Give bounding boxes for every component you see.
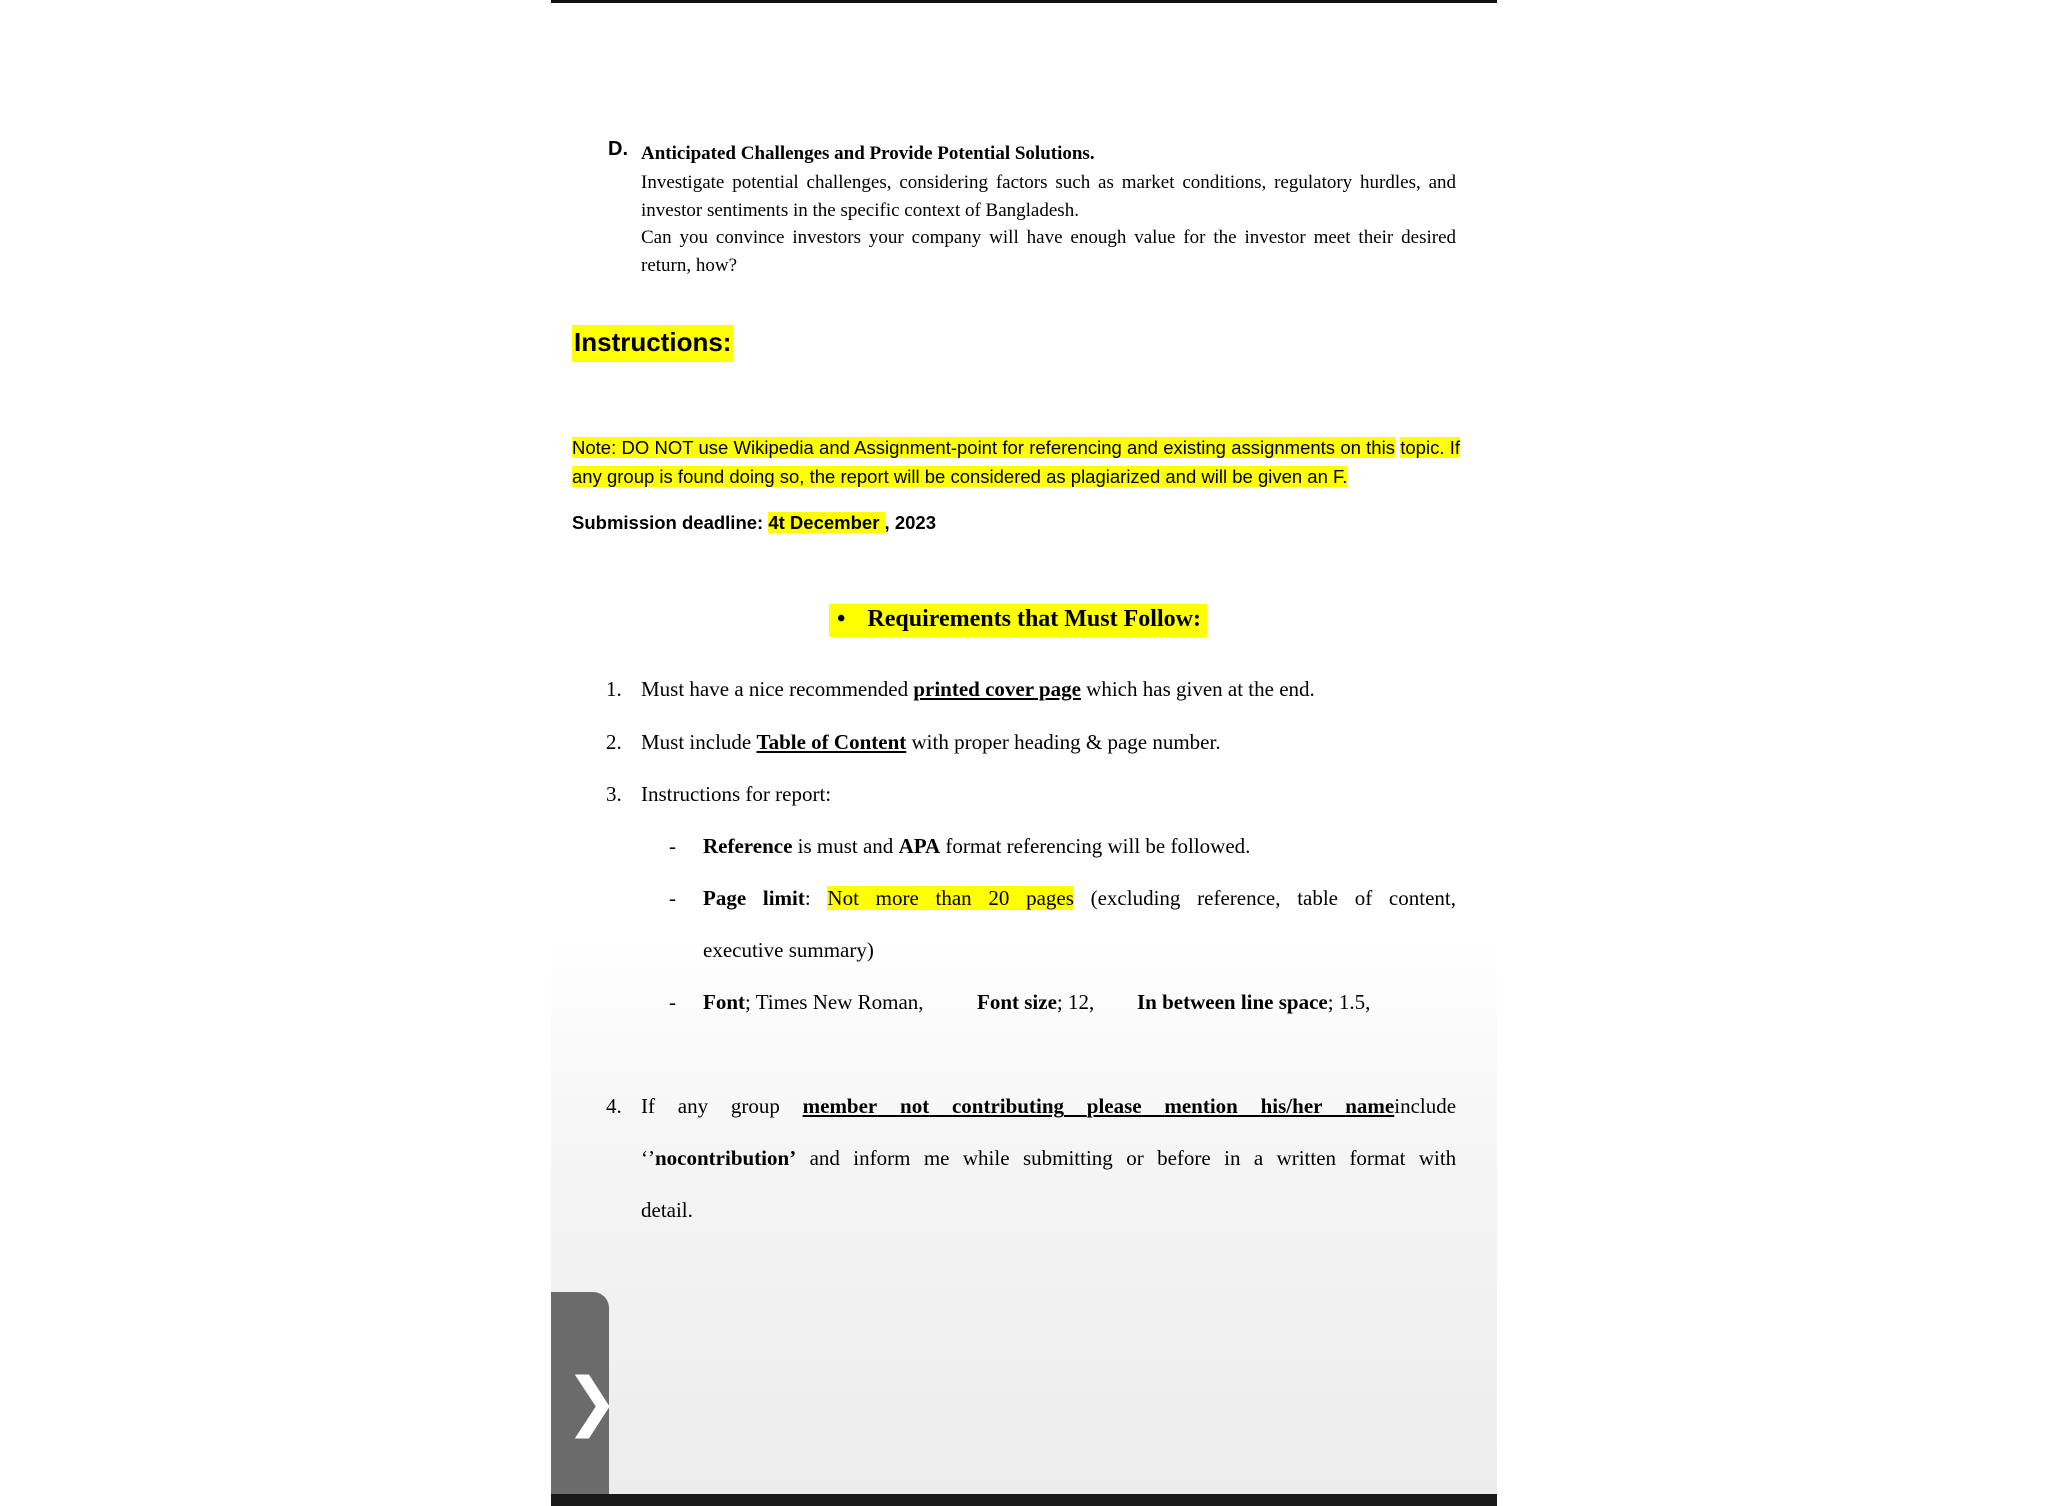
sub-3-bold-1: Font	[703, 990, 745, 1014]
sub-3-bold-2: Font size	[977, 990, 1057, 1014]
item-1-pre: Must have a nice recommended	[641, 677, 914, 701]
item-4-word: or	[1126, 1146, 1144, 1170]
item-3-number: 3.	[606, 782, 622, 806]
item-4-line-3: detail.	[641, 1198, 693, 1222]
sub-3-font	[703, 990, 924, 1015]
sub-2-text	[703, 886, 1456, 911]
sub-3-dash: -	[669, 990, 676, 1014]
requirements-title: Requirements that Must Follow:	[867, 606, 1201, 632]
item-4-word: a	[1253, 1146, 1264, 1170]
section-d-para-1: Investigate potential challenges, considering factors such as market conditions, regulatory hurdles, and investor sentiments in the specific context of Bangladesh.	[641, 172, 1456, 221]
deadline-year: , 2023	[884, 512, 936, 533]
section-d-para-2: Can you convince investors your company will have enough value for the investor meet their desired return, how?	[641, 227, 1456, 276]
item-4-emphasis-word: member	[802, 1094, 878, 1118]
item-4-word: inform	[853, 1146, 911, 1170]
page-top-border	[551, 0, 1497, 3]
next-page-tab[interactable]	[551, 1292, 619, 1506]
sub-1-bold-2: APA	[898, 834, 941, 858]
item-4-word: and	[809, 1146, 840, 1170]
item-4-word: while	[962, 1146, 1010, 1170]
sub-1-text	[703, 834, 1250, 859]
page-limit-highlight: Not more than 20 pages	[827, 886, 1074, 910]
item-4-word: If	[641, 1094, 655, 1118]
item-4-word: me	[923, 1146, 950, 1170]
sub-3-text-2: ; 12,	[1056, 990, 1095, 1014]
item-4-word: before	[1157, 1146, 1211, 1170]
item-4-word: format	[1349, 1146, 1406, 1170]
sub-1-text-2: format referencing will be followed.	[940, 834, 1251, 858]
item-4-word: in	[1224, 1146, 1241, 1170]
item-4-emphasis-word: mention	[1164, 1094, 1238, 1118]
item-4-nocontribution	[641, 1146, 796, 1170]
document-page	[551, 0, 1497, 1506]
item-2-emphasis: Table of Content	[756, 730, 907, 754]
item-1-emphasis: printed cover page	[913, 677, 1081, 701]
item-2-pre: Must include	[641, 730, 757, 754]
plagiarism-note	[572, 433, 1460, 491]
sub-2-continuation: executive summary)	[703, 938, 874, 962]
requirements-heading	[829, 604, 1207, 637]
item-4-open-quote: ‘’	[641, 1146, 655, 1170]
item-4-word: any	[677, 1094, 709, 1118]
item-3-text: Instructions for report:	[641, 782, 832, 806]
item-1-post: which has given at the end.	[1080, 677, 1315, 701]
section-d-title: Anticipated Challenges and Provide Potential Solutions.	[641, 143, 1095, 164]
note-line-1: Note: DO NOT use Wikipedia and Assignment-point for referencing and existing assignments on this	[572, 437, 1395, 458]
item-4-word: with	[1418, 1146, 1457, 1170]
sub-3-text-3: ; 1.5,	[1327, 990, 1371, 1014]
note-line-2: topic. If any group is found doing so, the report will be considered as plagiarized and will be given an F.	[572, 437, 1461, 487]
sub-1-bold-1: Reference	[703, 834, 793, 858]
item-4-emphasis-word: not	[900, 1094, 930, 1118]
sub-3-text-1: ; Times New Roman,	[745, 990, 924, 1014]
sub-1-text-1: is must and	[792, 834, 899, 858]
item-4-number: 4.	[606, 1094, 622, 1118]
sub-3-line-space	[1137, 990, 1370, 1015]
item-4-line-1	[641, 1094, 1456, 1119]
item-4-emphasis-word: contributing	[951, 1094, 1064, 1118]
sub-2-bold-1: Page limit	[703, 886, 805, 910]
sub-3-font-size	[977, 990, 1094, 1015]
item-2-text	[641, 730, 1221, 755]
item-1-text	[641, 677, 1315, 702]
item-4-word: written	[1276, 1146, 1337, 1170]
sub-1-dash: -	[669, 834, 676, 858]
sub-3-bold-3: In between line space	[1137, 990, 1328, 1014]
item-4-word: include	[1394, 1094, 1457, 1118]
deadline-date: 4t December	[768, 512, 885, 533]
item-1-number: 1.	[606, 677, 622, 701]
sub-2-dash: -	[669, 886, 676, 910]
item-4-bold-term: nocontribution’	[655, 1146, 797, 1170]
item-4-emphasis-word: please	[1086, 1094, 1142, 1118]
bullet-icon: •	[837, 606, 846, 632]
submission-deadline	[572, 512, 936, 534]
item-4-emphasis-word: his/her	[1260, 1094, 1323, 1118]
page-bottom-bar	[551, 1494, 1497, 1506]
item-4-emphasis-word: name	[1345, 1094, 1395, 1118]
item-2-post: with proper heading & page number.	[906, 730, 1221, 754]
chevron-right-icon: ❯	[565, 1365, 619, 1439]
sub-2-text-2: (excluding reference, table of content,	[1073, 886, 1456, 910]
section-d-body	[641, 169, 1456, 279]
item-4-word: group	[730, 1094, 780, 1118]
item-4-word: submitting	[1022, 1146, 1113, 1170]
sub-2-text-1: :	[804, 886, 828, 910]
item-2-number: 2.	[606, 730, 622, 754]
item-4-line-2	[641, 1146, 1456, 1171]
instructions-heading: Instructions:	[572, 325, 733, 362]
section-d-letter: D.	[608, 138, 628, 160]
deadline-label: Submission deadline:	[572, 512, 769, 533]
